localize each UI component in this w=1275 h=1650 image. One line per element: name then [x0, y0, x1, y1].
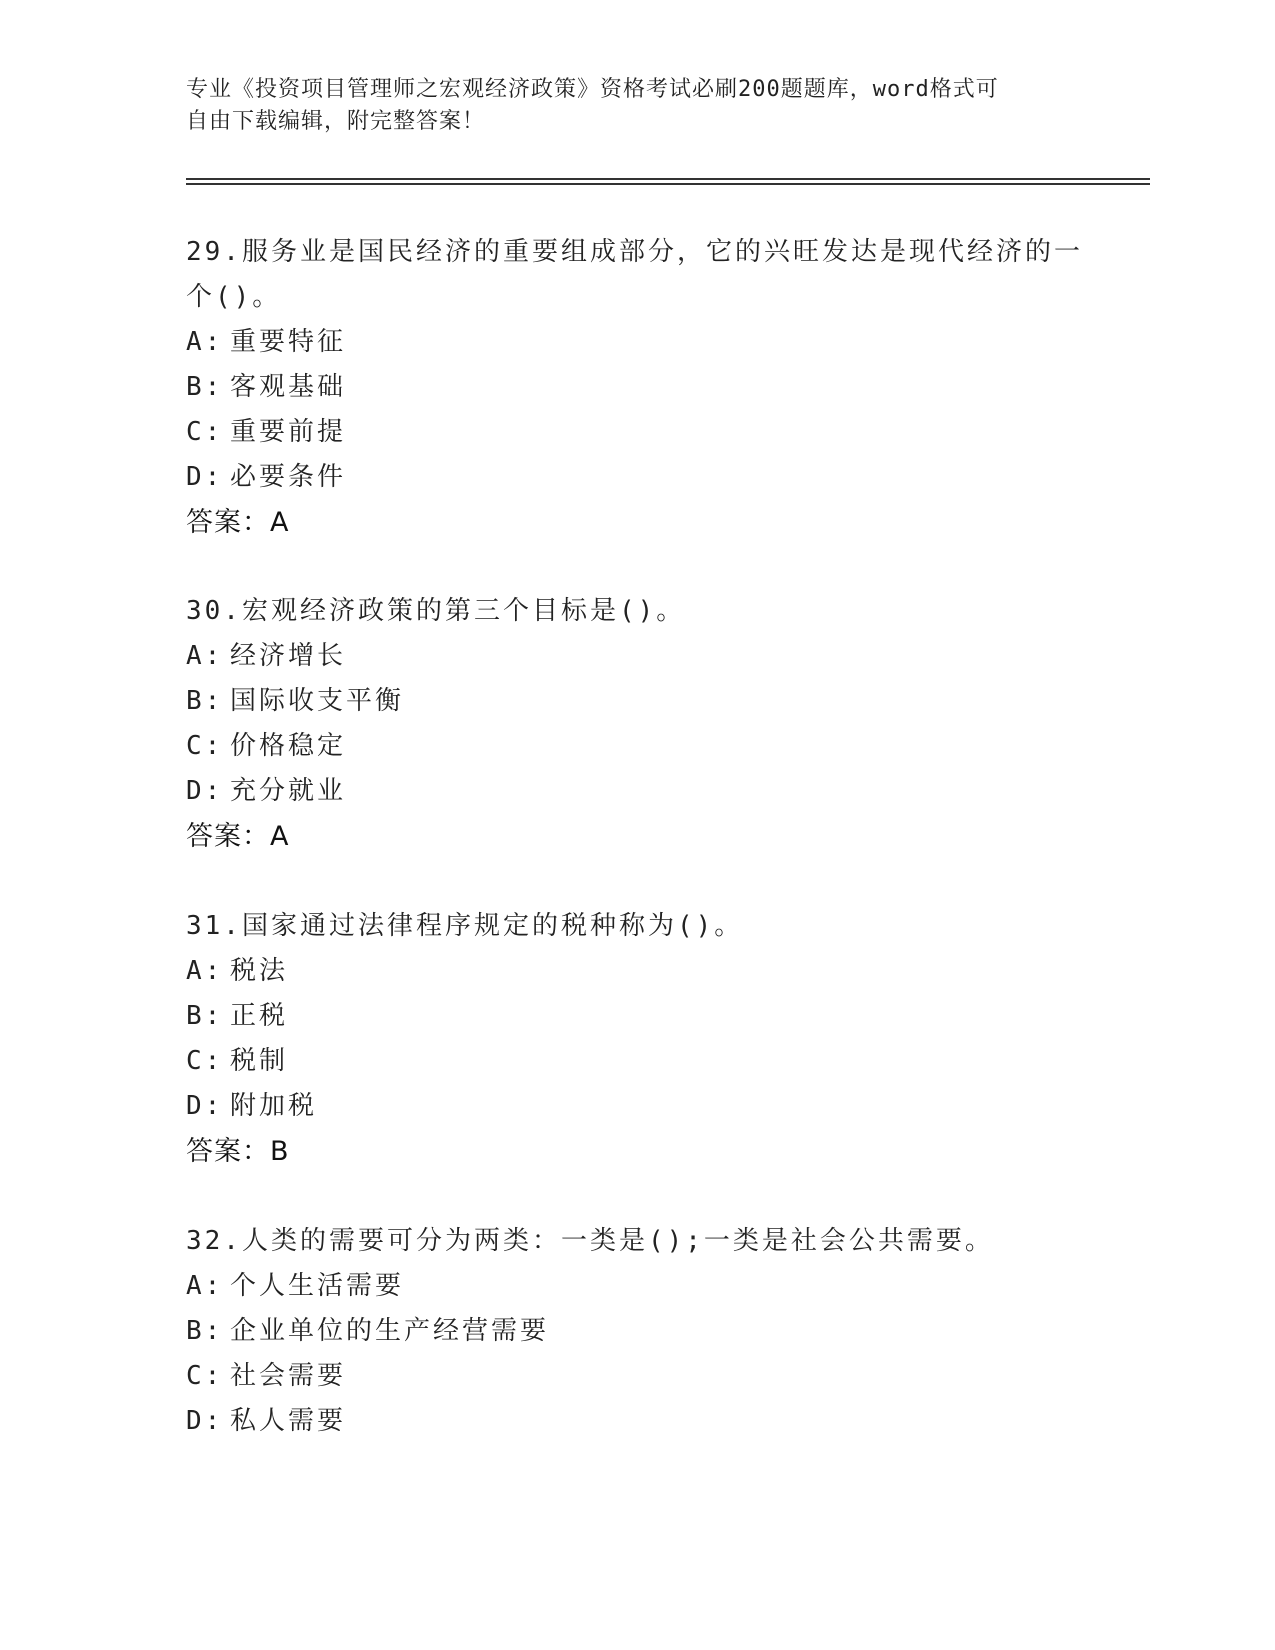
option-letter: D: [186, 1091, 224, 1121]
option-text: 重要特征 [230, 327, 347, 357]
option-c [186, 1354, 1086, 1399]
option-letter: A: [186, 1271, 224, 1301]
question-text-continued: 个()。 [186, 282, 282, 312]
option-d [186, 769, 1086, 814]
option-text: 价格稳定 [230, 731, 347, 761]
option-d [186, 1399, 1086, 1444]
header-line-1: 专业《投资项目管理师之宏观经济政策》资格考试必刷200题题库，word格式可 [186, 77, 999, 102]
header-divider-top [186, 178, 1150, 180]
option-text: 客观基础 [230, 372, 347, 402]
option-text: 税制 [230, 1046, 289, 1076]
question-30 [186, 589, 1086, 859]
option-letter: D: [186, 1406, 224, 1436]
option-letter: D: [186, 776, 224, 806]
option-text: 必要条件 [230, 462, 347, 492]
option-a [186, 634, 1086, 679]
option-letter: C: [186, 1361, 224, 1391]
option-c [186, 410, 1086, 455]
option-a [186, 320, 1086, 365]
option-text: 正税 [230, 1001, 289, 1031]
option-letter: B: [186, 686, 224, 716]
option-a [186, 949, 1086, 994]
question-32 [186, 1219, 1086, 1444]
question-text: 30.宏观经济政策的第三个目标是()。 [186, 596, 686, 626]
question-31 [186, 904, 1086, 1174]
answer-label: 答案：B [186, 1136, 290, 1167]
document-header [186, 74, 1086, 138]
option-letter: C: [186, 1046, 224, 1076]
option-letter: C: [186, 417, 224, 447]
option-letter: A: [186, 956, 224, 986]
option-d [186, 1084, 1086, 1129]
question-29 [186, 230, 1086, 545]
answer-label: 答案：A [186, 507, 290, 538]
option-letter: B: [186, 1316, 224, 1346]
answer-label: 答案：A [186, 821, 290, 852]
option-text: 企业单位的生产经营需要 [230, 1316, 550, 1346]
option-text: 国际收支平衡 [230, 686, 405, 716]
option-b [186, 365, 1086, 410]
option-letter: D: [186, 462, 224, 492]
question-text: 31.国家通过法律程序规定的税种称为()。 [186, 911, 744, 941]
option-letter: A: [186, 327, 224, 357]
option-a [186, 1264, 1086, 1309]
option-c [186, 724, 1086, 769]
option-c [186, 1039, 1086, 1084]
option-letter: B: [186, 1001, 224, 1031]
option-text: 个人生活需要 [230, 1271, 405, 1301]
header-line-2: 自由下载编辑，附完整答案！ [186, 109, 486, 134]
option-text: 充分就业 [230, 776, 347, 806]
option-letter: B: [186, 372, 224, 402]
option-text: 税法 [230, 956, 289, 986]
header-divider-bottom [186, 183, 1150, 185]
question-text: 32.人类的需要可分为两类：一类是();一类是社会公共需要。 [186, 1226, 994, 1256]
option-text: 附加税 [230, 1091, 318, 1121]
option-text: 社会需要 [230, 1361, 347, 1391]
option-text: 私人需要 [230, 1406, 347, 1436]
option-text: 经济增长 [230, 641, 347, 671]
option-letter: C: [186, 731, 224, 761]
option-d [186, 455, 1086, 500]
question-text: 29.服务业是国民经济的重要组成部分，它的兴旺发达是现代经济的一 [186, 237, 1083, 267]
option-text: 重要前提 [230, 417, 347, 447]
option-b [186, 1309, 1086, 1354]
option-b [186, 994, 1086, 1039]
option-b [186, 679, 1086, 724]
option-letter: A: [186, 641, 224, 671]
